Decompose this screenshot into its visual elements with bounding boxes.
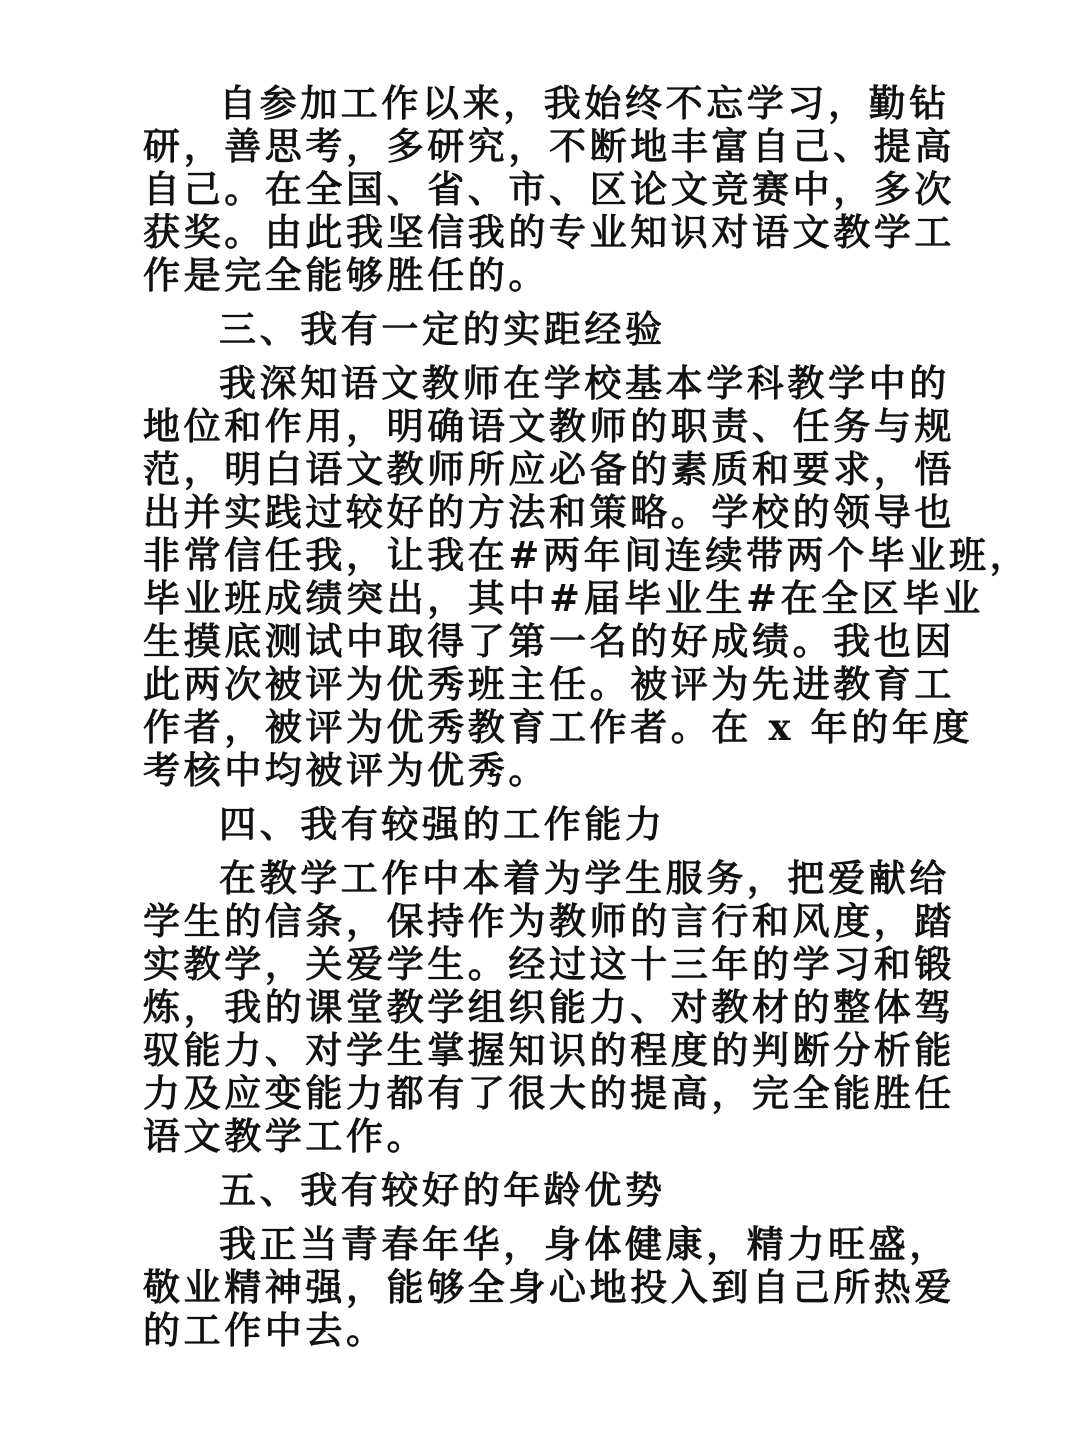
paragraph-line: 出并实践过较好的方法和策略。学校的领导也 <box>143 490 955 534</box>
section-heading: 四、我有较强的工作能力 <box>219 802 666 846</box>
paragraph-line: 作是完全能够胜任的。 <box>143 253 549 297</box>
paragraph-line: 研，善思考，多研究，不断地丰富自己、提高 <box>143 124 955 168</box>
paragraph-line: 考核中均被评为优秀。 <box>143 748 549 792</box>
paragraph-line: 范，明白语文教师所应必备的素质和要求，悟 <box>143 447 955 491</box>
paragraph-line: 自参加工作以来，我始终不忘学习，勤钻 <box>219 81 950 125</box>
paragraph-line: 此两次被评为优秀班主任。被评为先进教育工 <box>143 662 955 706</box>
document-body <box>143 81 1031 1352</box>
section-heading: 三、我有一定的实距经验 <box>219 307 666 351</box>
paragraph-line: 炼，我的课堂教学组织能力、对教材的整体驾 <box>143 985 955 1029</box>
paragraph-line: 语文教学工作。 <box>143 1114 428 1158</box>
paragraph-line: 获奖。由此我坚信我的专业知识对语文教学工 <box>143 210 955 254</box>
paragraph-line: 学生的信条，保持作为教师的言行和风度，踏 <box>143 899 955 943</box>
section-heading: 五、我有较好的年龄优势 <box>219 1168 666 1212</box>
paragraph-line: 实教学，关爱学生。经过这十三年的学习和锻 <box>143 942 955 986</box>
paragraph-line: 的工作中去。 <box>143 1308 387 1352</box>
paragraph-line: 地位和作用，明确语文教师的职责、任务与规 <box>143 404 955 448</box>
paragraph-line: 力及应变能力都有了很大的提高，完全能胜任 <box>143 1071 955 1115</box>
paragraph-line: 生摸底测试中取得了第一名的好成绩。我也因 <box>143 619 955 663</box>
paragraph-line: 自己。在全国、省、市、区论文竞赛中，多次 <box>143 167 955 211</box>
paragraph-line: 作者，被评为优秀教育工作者。在 x 年的年度 <box>143 705 974 749</box>
paragraph-line: 敬业精神强，能够全身心地投入到自己所热爱 <box>143 1265 955 1309</box>
paragraph-line: 我正当青春年华，身体健康，精力旺盛， <box>219 1222 950 1266</box>
paragraph-line: 毕业班成绩突出，其中#届毕业生#在全区毕业 <box>143 576 984 620</box>
paragraph-line: 非常信任我，让我在#两年间连续带两个毕业班， <box>143 533 1031 577</box>
paragraph-line: 在教学工作中本着为学生服务，把爱献给 <box>219 856 950 900</box>
paragraph-line: 驭能力、对学生掌握知识的程度的判断分析能 <box>143 1028 955 1072</box>
paragraph-line: 我深知语文教师在学校基本学科教学中的 <box>219 361 950 405</box>
